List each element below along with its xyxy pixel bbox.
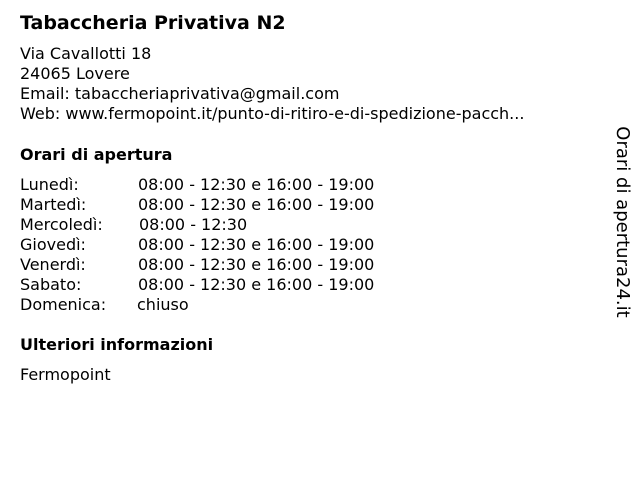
day-label: Lunedì: [20,175,79,194]
day-label: Martedì: [20,195,87,214]
web-line: Web: www.fermopoint.it/punto-di-ritiro-e-di-spedizione-pacch... [20,104,525,123]
street-address: Via Cavallotti 18 [20,44,152,63]
time-value: 08:00 - 12:30 e 16:00 - 19:00 [138,175,375,194]
time-value: 08:00 - 12:30 [139,215,248,234]
time-value: 08:00 - 12:30 e 16:00 - 19:00 [138,275,375,294]
hours-row-friday [20,255,460,275]
city-address: 24065 Lovere [20,64,130,83]
time-value: 08:00 - 12:30 e 16:00 - 19:00 [138,255,375,274]
time-value: chiuso [137,295,189,314]
day-label: Giovedì: [20,235,86,254]
store-contact [20,44,524,124]
hours-heading: Orari di apertura [20,145,173,164]
info-text: Fermopoint [20,365,111,384]
hours-row-thursday [20,235,460,255]
hours-row-tuesday [20,195,460,215]
day-label: Venerdì: [20,255,86,274]
day-label: Sabato: [20,275,82,294]
hours-row-sunday [20,295,460,315]
time-value: 08:00 - 12:30 e 16:00 - 19:00 [138,235,375,254]
info-heading: Ulteriori informazioni [20,335,214,354]
time-value: 08:00 - 12:30 e 16:00 - 19:00 [138,195,375,214]
site-brand-vertical: Orari di apertura24.it [612,126,633,318]
store-name: Tabaccheria Privativa N2 [20,12,286,34]
email-line: Email: tabaccheriaprivativa@gmail.com [20,84,340,103]
hours-row-monday [20,175,460,195]
hours-row-saturday [20,275,460,295]
day-label: Mercoledì: [20,215,103,234]
hours-row-wednesday [20,215,460,235]
day-label: Domenica: [20,295,107,314]
opening-hours-list [20,175,460,315]
